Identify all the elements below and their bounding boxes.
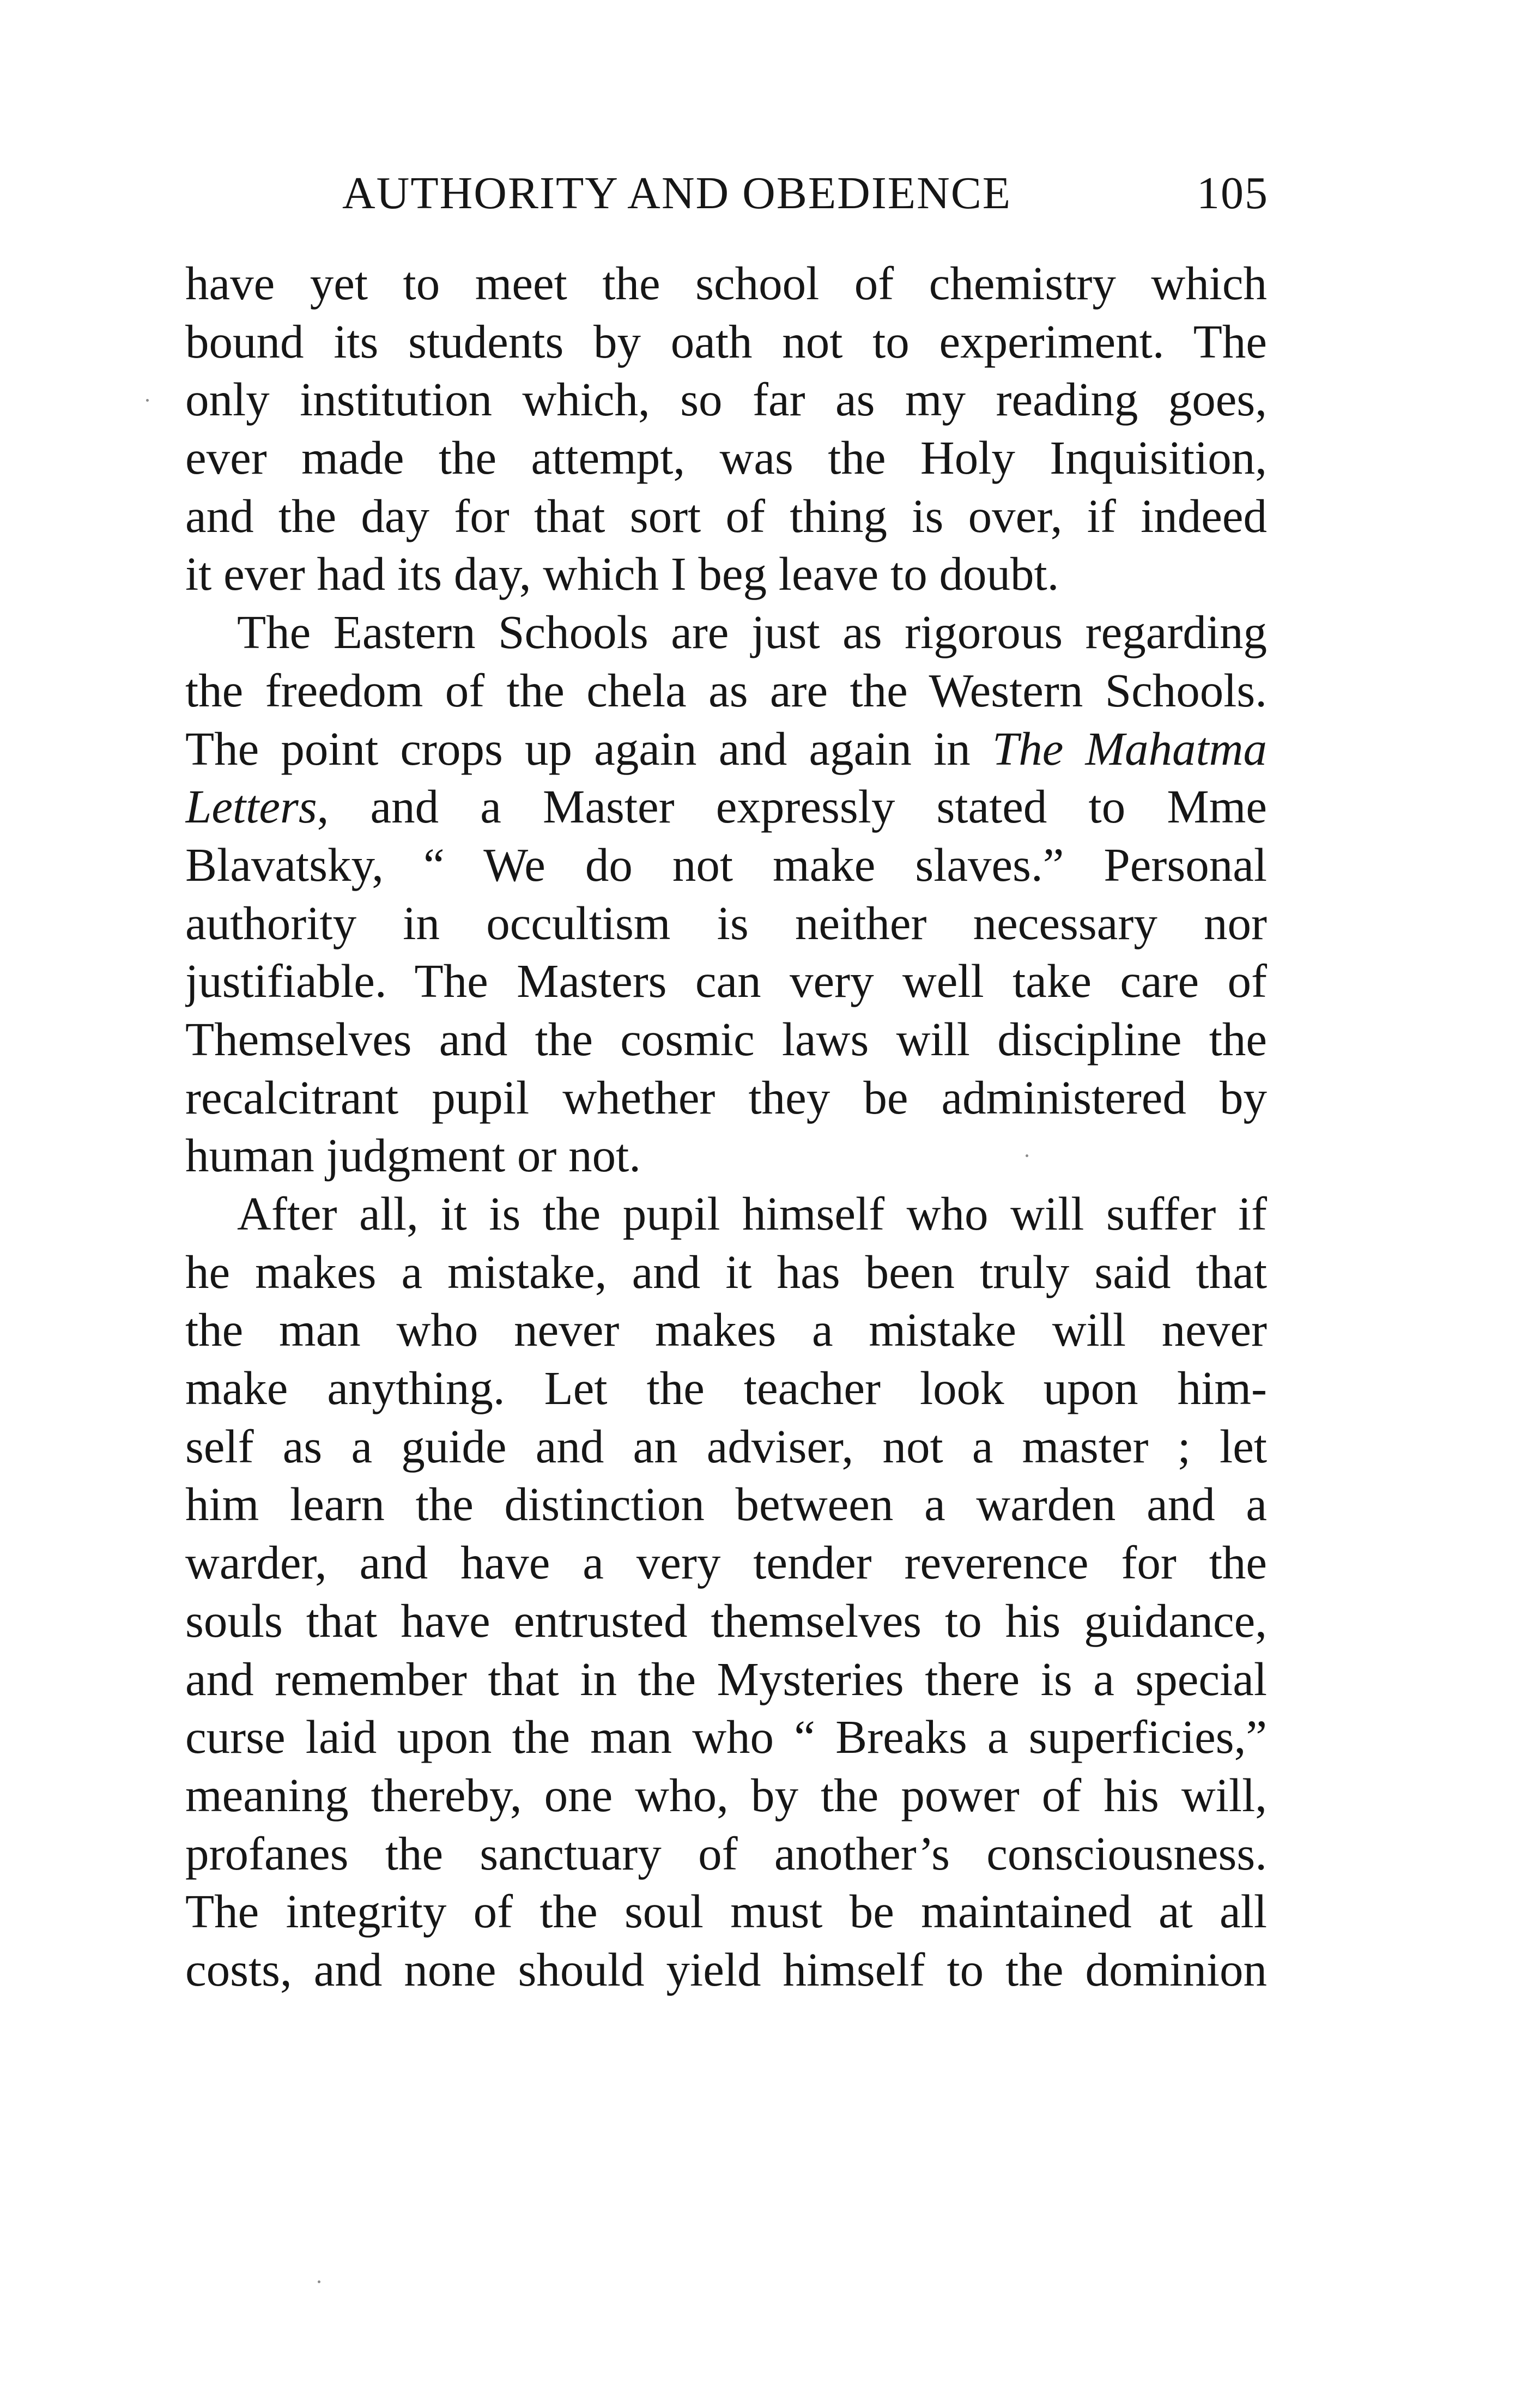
text-line: curse laid upon the man who “ Breaks a superficies,” (185, 1710, 1267, 1764)
paragraph (185, 255, 1267, 603)
text-run: The point crops up again and again in (185, 722, 992, 775)
text-line: the man who never makes a mistake will never (185, 1303, 1267, 1357)
text-line: recalcitrant pupil whether they be administered by (185, 1070, 1267, 1124)
page-number: 105 (1197, 168, 1269, 219)
text-line (185, 720, 1267, 778)
scan-speck (146, 399, 149, 402)
text-line: costs, and none should yield himself to the dominion (185, 1943, 1267, 1996)
paragraph (185, 603, 1267, 1185)
text-line: make anything. Let the teacher look upon him- (185, 1362, 1267, 1415)
text-line: he makes a mistake, and it has been truly said that (185, 1245, 1267, 1298)
scan-speck (1026, 1154, 1028, 1157)
text-line: ever made the attempt, was the Holy Inquisition, (185, 431, 1267, 485)
text-line: souls that have entrusted themselves to his guidance, (185, 1594, 1267, 1647)
text-line: and the day for that sort of thing is over, if indeed (185, 489, 1267, 542)
paragraph (185, 1185, 1267, 1999)
text-line: and remember that in the Mysteries there is a special (185, 1652, 1267, 1705)
text-line (185, 778, 1267, 836)
book-title-italic: Letters (185, 780, 317, 833)
text-line: Themselves and the cosmic laws will discipline the (185, 1012, 1267, 1066)
text-line: self as a guide and an adviser, not a master ; let (185, 1419, 1267, 1473)
scan-speck (318, 2280, 320, 2283)
body-text (185, 255, 1267, 1999)
text-line: The integrity of the soul must be maintained at all (185, 1885, 1267, 1938)
text-line: Blavatsky, “ We do not make slaves.” Personal (185, 838, 1267, 891)
text-line: it ever had its day, which I beg leave to doubt. (185, 547, 1059, 601)
running-header (342, 164, 1269, 223)
text-line: justifiable. The Masters can very well take care of (185, 954, 1267, 1008)
text-line: warder, and have a very tender reverence for the (185, 1536, 1267, 1589)
text-line: The Eastern Schools are just as rigorous regarding (237, 606, 1267, 659)
text-line: profanes the sanctuary of another’s consciousness. (185, 1826, 1267, 1880)
text-line: authority in occultism is neither necessary nor (185, 896, 1267, 949)
text-line: have yet to meet the school of chemistry which (185, 257, 1267, 310)
text-line: the freedom of the chela as are the Western Schools. (185, 663, 1267, 717)
book-title-italic: The Mahatma (992, 722, 1267, 775)
text-line: After all, it is the pupil himself who will suffer if (237, 1187, 1267, 1240)
text-line: only institution which, so far as my reading goes, (185, 373, 1267, 426)
running-title: AUTHORITY AND OBEDIENCE (342, 168, 1012, 219)
text-line: bound its students by oath not to experiment. The (185, 314, 1267, 368)
text-line: him learn the distinction between a warden and a (185, 1478, 1267, 1531)
text-run: , and a Master expressly stated to Mme (317, 780, 1267, 833)
text-line: meaning thereby, one who, by the power of his will, (185, 1768, 1267, 1822)
text-line: human judgment or not. (185, 1129, 641, 1182)
